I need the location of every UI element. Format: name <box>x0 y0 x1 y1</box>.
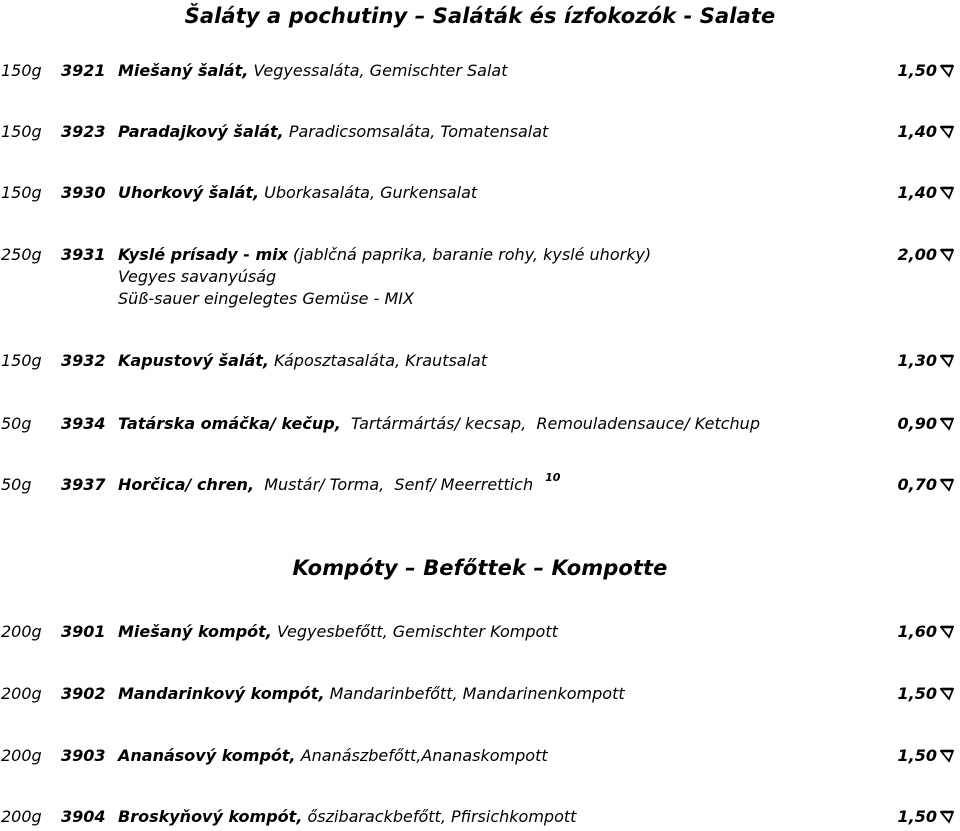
item-weight: 150g <box>1 351 42 370</box>
item-name: Paradajkový šalát, <box>118 122 284 141</box>
euro-icon <box>940 687 954 701</box>
item-description <box>118 182 477 204</box>
menu-item-row <box>0 350 960 374</box>
price-value: 1,50 <box>897 61 937 80</box>
item-price <box>898 60 954 82</box>
price-value: 1,50 <box>897 807 937 826</box>
menu-item-row <box>0 683 960 707</box>
item-translation: Káposztasaláta, Krautsalat <box>268 351 488 370</box>
item-translation: Tartármártás/ kecsap, Remouladensauce/ Ketchup <box>340 414 760 433</box>
menu-item-row <box>0 244 960 308</box>
item-name: Ananásový kompót, <box>118 746 296 765</box>
item-translation: őszibarackbefőtt, Pfirsichkompott <box>302 807 577 826</box>
price-value: 1,40 <box>897 122 937 141</box>
menu-item-row <box>0 60 960 84</box>
item-price <box>898 182 954 204</box>
euro-icon <box>940 749 954 763</box>
item-translation: (jablčná paprika, baranie rohy, kyslé uhorky) <box>287 245 652 264</box>
item-weight: 150g <box>1 122 42 141</box>
item-price <box>898 621 954 643</box>
menu-item-row <box>0 121 960 145</box>
item-subline: Süß-sauer eingelegtes Gemüse - MIX <box>118 289 414 308</box>
euro-icon <box>940 186 954 200</box>
item-code: 3901 <box>61 622 106 641</box>
item-code: 3931 <box>61 245 106 264</box>
item-weight: 200g <box>1 684 42 703</box>
allergen-number: 10 <box>545 471 561 484</box>
item-subline: Vegyes savanyúság <box>118 267 277 286</box>
item-translation: Vegyessaláta, Gemischter Salat <box>248 61 508 80</box>
item-description <box>118 244 651 266</box>
item-name: Mandarinkový kompót, <box>118 684 325 703</box>
item-weight: 50g <box>1 414 32 433</box>
item-price <box>898 474 954 496</box>
item-description <box>118 350 487 372</box>
item-weight: 250g <box>1 245 42 264</box>
item-description <box>118 621 558 643</box>
price-value: 2,00 <box>897 245 937 264</box>
price-value: 1,50 <box>897 684 937 703</box>
item-name: Kyslé prísady - mix <box>118 245 288 264</box>
euro-icon <box>940 125 954 139</box>
item-name: Broskyňový kompót, <box>118 807 303 826</box>
item-name: Miešaný šalát, <box>118 61 249 80</box>
item-code: 3932 <box>61 351 106 370</box>
item-code: 3921 <box>61 61 106 80</box>
item-translation: Vegyesbefőtt, Gemischter Kompott <box>271 622 558 641</box>
menu-item-row <box>0 745 960 769</box>
item-translation: Mustár/ Torma, Senf/ Meerrettich <box>254 475 534 494</box>
item-name: Tatárska omáčka/ kečup, <box>118 414 341 433</box>
item-name: Miešaný kompót, <box>118 622 272 641</box>
menu-item-row <box>0 471 960 498</box>
item-description <box>118 806 576 828</box>
salads-section-title: Šaláty a pochutiny – Saláták és ízfokozók - Salate <box>184 4 776 28</box>
item-name: Horčica/ chren, <box>118 475 255 494</box>
item-code: 3902 <box>61 684 106 703</box>
euro-icon <box>940 248 954 262</box>
item-name: Uhorkový šalát, <box>118 183 260 202</box>
item-weight: 200g <box>1 746 42 765</box>
item-weight: 50g <box>1 475 32 494</box>
item-translation: Uborkasaláta, Gurkensalat <box>259 183 478 202</box>
compotes-section-title: Kompóty – Befőttek – Kompotte <box>292 556 668 580</box>
item-translation: Paradicsomsaláta, Tomatensalat <box>283 122 549 141</box>
euro-icon <box>940 354 954 368</box>
price-value: 1,60 <box>897 622 937 641</box>
item-price <box>898 121 954 143</box>
item-code: 3930 <box>61 183 106 202</box>
price-value: 1,50 <box>897 746 937 765</box>
euro-icon <box>940 810 954 824</box>
item-weight: 150g <box>1 61 42 80</box>
item-name: Kapustový šalát, <box>118 351 269 370</box>
item-translation: Ananászbefőtt,Ananaskompott <box>295 746 548 765</box>
menu-item-row <box>0 413 960 437</box>
item-description <box>118 413 760 435</box>
item-description <box>118 121 548 143</box>
euro-icon <box>940 625 954 639</box>
item-price <box>898 745 954 767</box>
item-translation: Mandarinbefőtt, Mandarinenkompott <box>324 684 625 703</box>
item-code: 3923 <box>61 122 106 141</box>
euro-icon <box>940 478 954 492</box>
price-value: 0,90 <box>897 414 937 433</box>
price-value: 1,40 <box>897 183 937 202</box>
item-description <box>118 683 625 705</box>
item-price <box>898 244 954 266</box>
item-description <box>118 60 508 82</box>
item-code: 3904 <box>61 807 106 826</box>
item-weight: 200g <box>1 807 42 826</box>
item-price <box>898 806 954 828</box>
item-description <box>118 471 561 498</box>
menu-item-row <box>0 621 960 645</box>
item-code: 3934 <box>61 414 106 433</box>
item-code: 3937 <box>61 475 106 494</box>
price-value: 0,70 <box>897 475 937 494</box>
item-price <box>898 350 954 372</box>
price-value: 1,30 <box>897 351 937 370</box>
euro-icon <box>940 417 954 431</box>
item-description <box>118 745 548 767</box>
item-weight: 150g <box>1 183 42 202</box>
item-weight: 200g <box>1 622 42 641</box>
item-price <box>898 683 954 705</box>
euro-icon <box>940 64 954 78</box>
item-code: 3903 <box>61 746 106 765</box>
menu-item-row <box>0 182 960 206</box>
menu-item-row <box>0 806 960 830</box>
item-price <box>898 413 954 435</box>
